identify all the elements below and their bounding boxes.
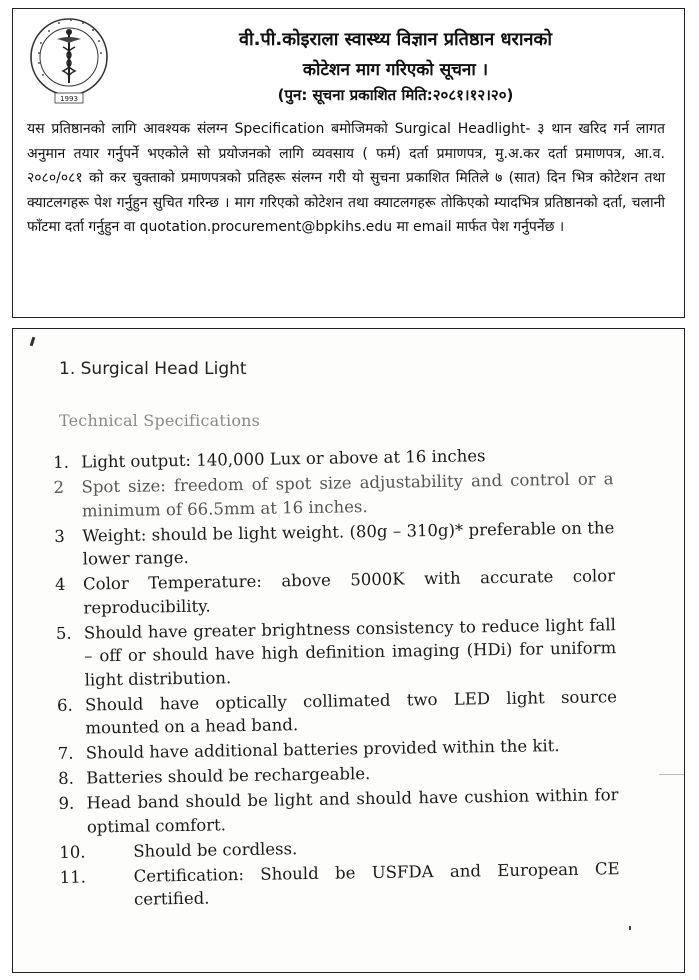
spec-title: 1. Surgical Head Light (59, 359, 247, 379)
spec-item (60, 857, 621, 913)
spec-item-number: 2 (53, 477, 65, 497)
spec-item-text: Color Temperature: above 5000K with accurate color reproducibility. (82, 566, 616, 618)
spec-item-text: Should have optically collimated two LED light source mounted on a head band. (84, 686, 618, 738)
notice-box (12, 8, 685, 318)
notice-title-line1: वी.पी.कोइराला स्वास्थ्य विज्ञान प्रतिष्ठान धरानको (238, 29, 553, 50)
notice-reissue-date: (पुन: सूचना प्रकाशित मिति:२०८१।१२।२०) (277, 86, 514, 104)
notice-title-line2: कोटेशन माग गरिएको सूचना । (302, 60, 489, 80)
spec-item-number: 1. (53, 452, 70, 472)
spec-item-text: Should be cordless. (133, 838, 298, 861)
spec-item-text: Batteries should be rechargeable. (85, 764, 371, 788)
scan-mark (659, 774, 685, 775)
spec-item-number: 10. (59, 842, 86, 862)
specification-scan (12, 328, 685, 973)
scan-mark (30, 337, 36, 346)
spec-item-number: 3 (54, 526, 65, 546)
institute-seal-logo (27, 13, 111, 113)
spec-item (58, 783, 619, 839)
spec-item-number: 8. (57, 768, 75, 788)
spec-item-number: 6. (56, 695, 73, 715)
spec-item-text: Spot size: freedom of spot size adjustability and control or a minimum of 66.5mm at 16 inches. (81, 469, 614, 521)
seal-year: 1993 (60, 95, 78, 103)
spec-item (57, 685, 618, 741)
spec-item-number: 7. (57, 743, 74, 763)
spec-item-text: Light output: 140,000 Lux or above at 16 inches (81, 446, 486, 472)
spec-item-number: 9. (58, 793, 75, 813)
spec-item-text: Certification: Should be USFDA and European CE certified. (133, 858, 620, 909)
spec-item-text: Weight: should be light weight. (80g – 310g)* preferable on the lower range. (82, 517, 615, 569)
spec-item-number: 5. (55, 623, 72, 643)
spec-subtitle: Technical Specifications (59, 411, 261, 430)
spec-item-number: 11. (59, 867, 87, 887)
spec-item-text: Head band should be light and should have cushion within for optimal comfort. (86, 785, 619, 837)
scan-mark (629, 926, 631, 930)
spec-item (53, 467, 614, 523)
spec-item-text: Should have additional batteries provided within the kit. (85, 736, 560, 763)
spec-item-text: Should have greater brightness consistency to reduce light fall – off or should have high definition imaging (HDi) for uniform light distribution. (83, 614, 617, 690)
spec-item (56, 613, 617, 692)
spec-list (53, 442, 620, 914)
spec-item (55, 564, 616, 620)
spec-item-number: 4 (54, 574, 66, 594)
spec-item (54, 516, 615, 572)
notice-body-text: यस प्रतिष्ठानको लागि आवश्यक संलग्न Specification बमोजिमको Surgical Headlight- ३ थान खरिद गर्न लागत अनुमान तयार गर्नुपर्ने भएकोले सो प्रयोजनको लागि व्यवसाय ( फर्म) दर्ता प्रमाणपत्र, मु.अ.कर दर्ता प्रमाणपत्र, आ.व. २०८०/०८१ को कर चुक्ताको प्रमाणपत्रको प्रतिहरू संलग्न गरी यो सुचना प्रकाशित मितिले ७ (सात) दिन भित्र कोटेशन तथा क्याटलगहरू पेश गर्नुहुन सुचित गरिन्छ । माग गरिएको कोटेशन तथा क्याटलगहरू तोकिएको म्यादभित्र प्रतिष्ठानको दर्ता, चलानी फाँटमा दर्ता गर्नुहुन वा quotation.procurement@bpkihs.edu मा email मार्फत पेश गर्नुपर्नेछ । (27, 121, 665, 236)
